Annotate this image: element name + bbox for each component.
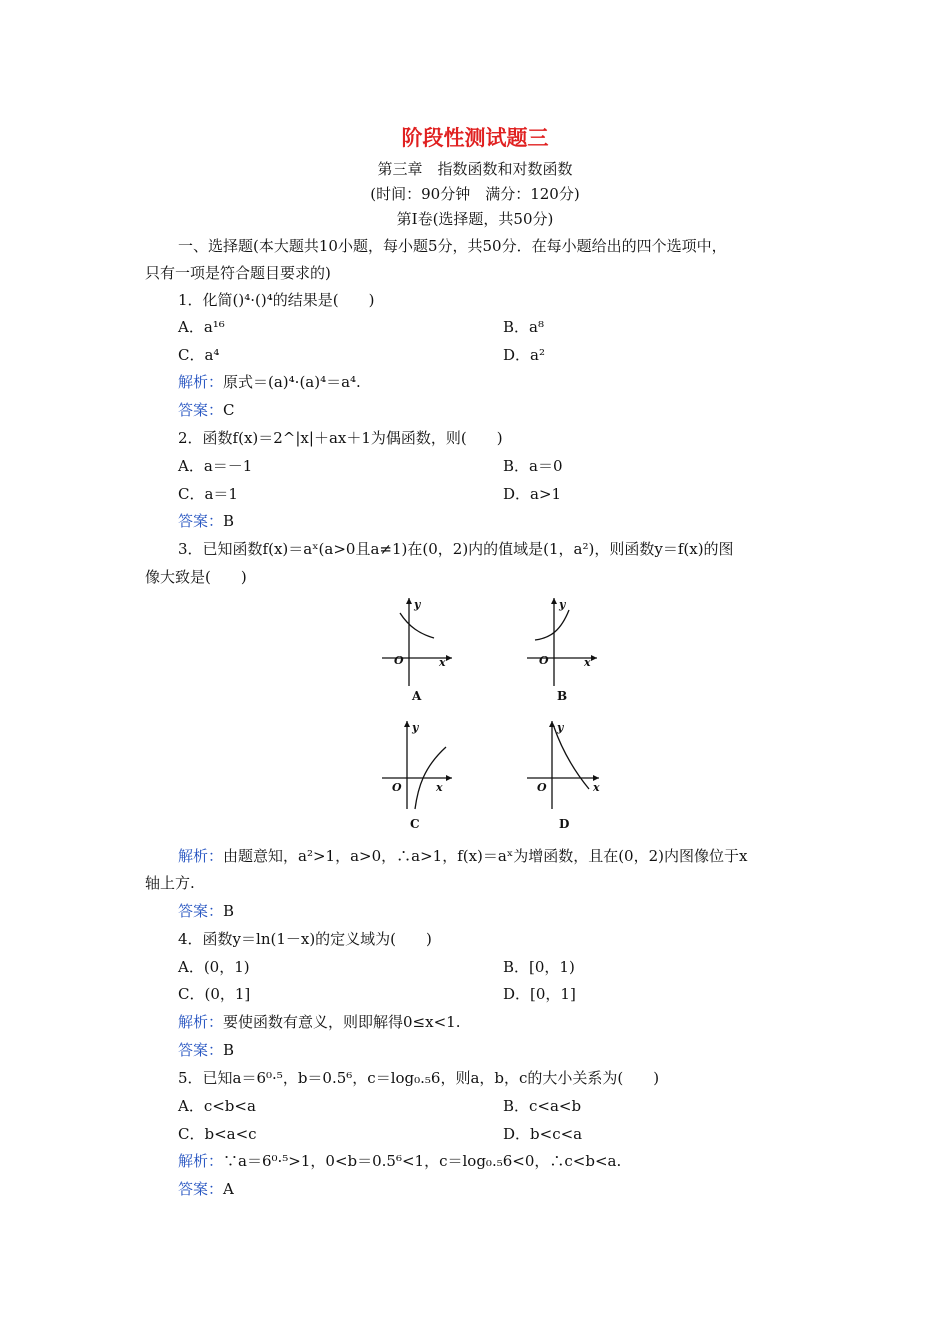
graph-d-label: D (559, 817, 570, 831)
q4-option-c: C．(0，1] (178, 985, 251, 1003)
q4-answer-value: B (223, 1041, 235, 1059)
graph-d (521, 717, 607, 835)
q5-option-a: A．c<b<a (178, 1097, 256, 1115)
q2-option-c: C．a＝1 (178, 485, 238, 503)
graph-a-label: A (412, 689, 422, 703)
graph-d-x-label: x (593, 781, 600, 794)
graph-c-origin: O (392, 781, 402, 794)
q3-answer (178, 900, 234, 921)
q4-analysis-text: 要使函数有意义，则即解得0≤x<1. (223, 1013, 461, 1031)
graph-b-y-label: y (559, 598, 566, 611)
answer-label: 答案： (178, 1180, 224, 1198)
page-title: 阶段性测试题三 (401, 126, 549, 150)
answer-label: 答案： (178, 401, 224, 419)
q4-analysis (178, 1011, 460, 1032)
graph-c-label: C (410, 817, 420, 831)
answer-label: 答案： (178, 902, 224, 920)
analysis-label: 解析： (178, 1013, 224, 1031)
graph-a-curve (400, 613, 434, 638)
analysis-label: 解析： (178, 1152, 224, 1170)
q3-analysis-2: 轴上方. (145, 874, 195, 892)
q5-answer (178, 1178, 234, 1199)
graph-a-y-label: y (414, 598, 421, 611)
q5-analysis (178, 1150, 621, 1171)
graph-b-curve (535, 610, 569, 640)
q3-stem-2: 像大致是( ) (145, 568, 247, 586)
q2-option-a: A．a＝－1 (178, 457, 253, 475)
volume-heading: 第Ⅰ卷(选择题，共50分) (396, 210, 554, 228)
q5-stem: 5．已知a＝6⁰·⁵，b＝0.5⁶，c＝log₀.₅6，则a，b，c的大小关系为( ) (178, 1069, 660, 1087)
intro-line-2: 只有一项是符合题目要求的) (145, 264, 331, 282)
q4-stem: 4．函数y＝ln(1－x)的定义域为( ) (178, 930, 432, 948)
answer-label: 答案： (178, 1041, 224, 1059)
q3-analysis-1 (178, 845, 747, 866)
graph-b (521, 594, 601, 706)
q1-option-c: C．a⁴ (178, 346, 220, 364)
q5-option-b: B．c<a<b (503, 1097, 582, 1115)
q1-answer (178, 399, 235, 420)
q4-option-b: B．[0，1) (503, 958, 575, 976)
q2-option-b: B．a＝0 (503, 457, 563, 475)
q5-option-d: D．b<c<a (503, 1125, 583, 1143)
graph-c-x-label: x (436, 781, 443, 794)
graph-a (376, 594, 456, 706)
chapter-heading: 第三章 指数函数和对数函数 (377, 160, 573, 178)
graph-d-curve (554, 727, 589, 789)
graph-a-origin: O (394, 654, 404, 667)
q4-option-d: D．[0，1] (503, 985, 576, 1003)
q2-option-d: D．a>1 (503, 485, 562, 503)
analysis-label: 解析： (178, 373, 224, 391)
analysis-label: 解析： (178, 847, 224, 865)
q3-answer-value: B (223, 902, 235, 920)
q1-option-b: B．a⁸ (503, 318, 544, 336)
q2-stem: 2．函数f(x)＝2^|x|＋ax＋1为偶函数，则( ) (178, 429, 503, 447)
q1-option-d: D．a² (503, 346, 545, 364)
q4-option-a: A．(0，1) (178, 958, 250, 976)
q1-answer-value: C (223, 401, 235, 419)
q5-answer-value: A (223, 1180, 234, 1198)
graph-c-y-label: y (412, 721, 419, 734)
q4-answer (178, 1039, 234, 1060)
graph-b-x-label: x (584, 656, 591, 669)
q2-answer (178, 510, 234, 531)
q2-answer-value: B (223, 512, 235, 530)
graph-a-x-label: x (439, 656, 446, 669)
q5-analysis-text: ∵a＝6⁰·⁵>1，0<b＝0.5⁶<1，c＝log₀.₅6<0，∴c<b<a. (223, 1152, 622, 1170)
q1-option-a: A．a¹⁶ (178, 318, 225, 336)
q1-analysis (178, 371, 361, 392)
q5-option-c: C．b<a<c (178, 1125, 257, 1143)
q1-stem: 1．化简()⁴·()⁴的结果是( ) (178, 291, 375, 309)
graph-b-origin: O (539, 654, 549, 667)
graph-b-label: B (557, 689, 568, 703)
answer-label: 答案： (178, 512, 224, 530)
q3-analysis-text: 由题意知，a²>1，a>0，∴a>1，f(x)＝aˣ为增函数，且在(0，2)内图像位于x (223, 847, 748, 865)
graph-d-origin: O (537, 781, 547, 794)
intro-line-1: 一、选择题(本大题共10小题，每小题5分，共50分．在每小题给出的四个选项中， (178, 237, 727, 255)
q1-analysis-text: 原式＝(a)⁴·(a)⁴＝a⁴. (223, 373, 361, 391)
q3-stem-1: 3．已知函数f(x)＝aˣ(a>0且a≠1)在(0，2)内的值域是(1，a²)，则函数y＝f(x)的图 (178, 540, 734, 558)
graph-d-y-label: y (557, 721, 564, 734)
time-info: (时间：90分钟 满分：120分) (370, 185, 580, 203)
graph-c (376, 717, 458, 835)
